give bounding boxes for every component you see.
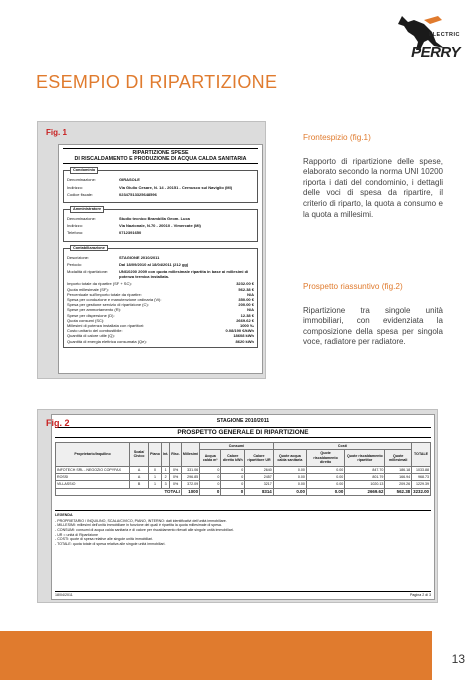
table-cell: 1 — [149, 481, 162, 488]
prospetto-ref: (fig.2) — [381, 282, 403, 291]
logo-tagline: ELECTRIC — [428, 32, 460, 38]
cost-value: 2669.62 € — [236, 317, 254, 323]
col-header: Millesimi — [181, 443, 199, 467]
table-cell: 1229.39 — [412, 481, 431, 488]
col-header: Int. — [161, 443, 169, 467]
legend-item: - PROPRIETARIO / INQUILINO, SCALA/CIVICO, PIANO, INTERNO: dati identificativi dell'unità immobiliare. — [55, 518, 227, 523]
field-value: 0712391650 — [119, 230, 142, 236]
table-cell: 2 — [161, 474, 169, 481]
table-cell: 0.00 — [306, 481, 344, 488]
field-value: Via Nazionale, N.70 - 20010 - Vimercate (MI) — [119, 223, 201, 229]
col-header: Quote acqua calda sanitaria — [273, 450, 306, 466]
totals-cell: 3232.00 — [413, 488, 429, 494]
allocation-table — [55, 442, 431, 496]
legend-title: LEGENDA — [55, 513, 73, 518]
field-value: Studio tecnico Brambilla Geom. Luca — [119, 216, 190, 222]
table-cell: B — [130, 481, 149, 488]
field-value: GIRASOLE — [119, 177, 140, 183]
col-header: Proprietario/Inquilino — [56, 443, 130, 467]
field-value: Via Giulio Cesare, N. 14 - 20151 - Cernusco sul Naviglio (MI) — [119, 184, 233, 190]
report-heading-line2: DI RISCALDAMENTO E PRODUZIONE DI ACQUA CALDA SANITARIA — [74, 156, 247, 163]
field-value: STAGIONE 2010/2011 — [119, 254, 160, 260]
cost-value: 1000 ‰ — [239, 323, 254, 329]
footer-page: Pagina 2 di 3 — [410, 593, 431, 597]
table-cell: 331.06 — [181, 466, 199, 473]
amministratore-section — [63, 209, 258, 242]
table-cell: 1 — [161, 466, 169, 473]
table-row — [56, 474, 431, 481]
table-cell: 0 — [200, 481, 221, 488]
table-cell: 0 — [221, 474, 245, 481]
cost-label: Spese per dispersione (D): — [67, 312, 115, 318]
totals-cell: 0.00 — [306, 488, 344, 495]
page-number: 13 — [451, 652, 465, 666]
frontespizio-heading — [303, 133, 443, 144]
cost-label: Quota millesimale (SF): — [67, 286, 109, 292]
totals-cell: 1000 — [181, 488, 199, 495]
table-cell: 847.70 — [345, 466, 385, 473]
sheet-footer — [55, 591, 431, 597]
totals-cell: 562.38 — [385, 488, 412, 495]
table-cell: 0 — [221, 466, 245, 473]
table-cell: VILLASSIO — [56, 481, 130, 488]
table-cell: 968.73 — [412, 474, 431, 481]
summary-sheet — [51, 414, 435, 600]
legend-item: - MILLESIMI: millesimi dell'unità immobiliare in funzione dei quali è ripartita la quota millesimale di spesa. — [55, 523, 222, 528]
col-header: Scala/ Civico — [130, 443, 149, 467]
prospetto-heading — [303, 282, 443, 293]
condominio-section-title: Condominio — [70, 167, 98, 174]
table-cell: 0 — [200, 466, 221, 473]
cost-value: 562.38 € — [238, 286, 254, 292]
logo-brand: PERRY — [411, 44, 460, 61]
cost-label: Importo totale da ripartire (SF + SC): — [67, 281, 132, 287]
field-label: Codice fiscale: — [67, 191, 94, 197]
col-header: Piano — [149, 443, 162, 467]
totals-cell: 0 — [221, 488, 245, 495]
cost-value: 3232.00 € — [236, 281, 254, 287]
cost-label: Spesa per gestione servizio di ripartizione (C): — [67, 302, 149, 308]
table-cell: 166.94 — [385, 474, 412, 481]
table-cell: 186.18 — [385, 466, 412, 473]
cost-rows — [67, 281, 254, 343]
cost-value: 8620 kWh — [235, 338, 254, 344]
table-row — [56, 466, 431, 473]
table-cell: 296.85 — [181, 474, 199, 481]
totals-cell: 0.00 — [273, 488, 306, 495]
contabilizzazione-section-title: Contabilizzazione — [70, 245, 108, 252]
cost-label: Spesa per conduzione e manutenzione ordinaria (Vi): — [67, 297, 162, 303]
cost-value: 18608 kWh — [233, 333, 254, 339]
frontespizio-heading-text: Frontespizio — [303, 133, 348, 142]
col-header: Quote millesimali — [385, 450, 412, 466]
field-value: Dal 18/09/2010 al 18/04/2011 (212 gg) — [119, 261, 189, 267]
table-cell: INFOTECH SRL - NEGOZIO COPYFAX — [56, 466, 130, 473]
col-group-header: Costi — [273, 443, 411, 450]
table-cell: 0.00 — [273, 466, 306, 473]
prospetto-description — [303, 282, 443, 348]
table-cell: 2457 — [245, 474, 274, 481]
table-cell: 1 — [149, 474, 162, 481]
table-cell: A — [130, 474, 149, 481]
table-cell: 2640 — [245, 466, 274, 473]
report-heading-line1: RIPARTIZIONE SPESE — [132, 150, 189, 156]
cost-value: 350.00 € — [238, 297, 254, 303]
totals-cell: 2669.62 — [345, 488, 385, 495]
table-cell: 0 — [149, 466, 162, 473]
table-cell: 3 — [161, 481, 169, 488]
table-cell: 0.00 — [273, 474, 306, 481]
cost-value: N/A — [247, 307, 254, 313]
cost-label: Spese per ammortamento (R): — [67, 307, 122, 313]
perry-logo — [388, 12, 460, 64]
table-cell: 3217 — [245, 481, 274, 488]
legend-item: - CONSUMI: consumi di acqua calda sanitaria e di calore per riscaldamento rilevati alle singole unità immobiliari. — [55, 528, 234, 533]
totals-cell: 8314 — [245, 488, 274, 495]
contabilizzazione-section — [63, 245, 258, 348]
field-label: Telefono: — [67, 230, 84, 236]
cost-label: Quantità di energia elettrica consumata (Qe): — [67, 338, 147, 344]
cost-label: Quota consumi (SC): — [67, 317, 105, 323]
col-group-header: Consumi — [200, 443, 274, 450]
field-value: UNI10200 2009 con quota millesimale ripartita in base ai millesimi di potenza termica installata. — [119, 269, 249, 280]
cost-value: 12.38 € — [240, 312, 254, 318]
table-cell: A — [130, 466, 149, 473]
field-label: Indirizzo: — [67, 223, 84, 229]
amministratore-section-title: Amministratore — [70, 206, 104, 213]
legend-item: - UR = unità di Ripartizione — [55, 532, 99, 537]
table-cell: 1033.88 — [412, 466, 431, 473]
field-value: 02347513325648596 — [119, 191, 157, 197]
field-label: Indirizzo: — [67, 184, 84, 190]
table-cell: 0% — [170, 481, 182, 488]
frontespizio-ref: (fig.1) — [349, 133, 371, 142]
allocation-body — [56, 466, 431, 496]
col-header: Risc. — [170, 443, 182, 467]
table-row — [56, 481, 431, 488]
table-cell: 1020.13 — [345, 481, 385, 488]
col-header: Quote riscaldamento ripartitor — [345, 450, 385, 466]
table-cell: 0% — [170, 466, 182, 473]
condominio-section — [63, 170, 258, 203]
frontespizio-text: Rapporto di ripartizione delle spese, elaborato secondo la norma UNI 10200 riporta i dati del condominio, i dettagli delle voci di spesa da ripartire, il criterio di riparto, la quota a consumo e la quota a millesimi. — [303, 156, 443, 219]
field-label: Denominazione: — [67, 216, 96, 222]
report-heading — [63, 148, 258, 164]
table-cell: 0% — [170, 474, 182, 481]
report-cover-sheet — [58, 144, 263, 374]
table-cell: 0 — [200, 474, 221, 481]
cost-label: Quantità di calore utile (Q): — [67, 333, 115, 339]
table-cell: 0.00 — [306, 466, 344, 473]
footer-date: 18/04/2011 — [55, 593, 73, 597]
season-title: STAGIONE 2010/2011 — [216, 418, 270, 424]
table-cell: 0 — [221, 481, 245, 488]
cost-value: 200.00 € — [238, 302, 254, 308]
prospetto-heading-text: Prospetto riassuntivo — [303, 282, 380, 291]
figure-1-label: Fig. 1 — [46, 128, 67, 137]
cost-row — [67, 339, 254, 344]
figure-2-label: Fig. 2 — [46, 418, 70, 428]
field-label: Modalità di ripartizione: — [67, 269, 109, 275]
col-header: Calore ripartitore UR — [245, 450, 274, 466]
totals-cell: 0 — [200, 488, 221, 495]
cost-value: N/A — [247, 291, 254, 297]
field-label: Periodo: — [67, 261, 82, 267]
table-cell: 0.00 — [273, 481, 306, 488]
cost-label: Percentuale sull'importo totale da ripartire: — [67, 291, 142, 297]
col-header: Acqua calda m³ — [200, 450, 221, 466]
col-header: TOTALE — [412, 443, 431, 467]
table-cell: 209.26 — [385, 481, 412, 488]
figure-2 — [37, 409, 438, 603]
cost-value: 0.08/190 €/kWh — [225, 328, 254, 334]
figure-1 — [37, 121, 266, 379]
table-cell: 801.79 — [345, 474, 385, 481]
frontespizio-description — [303, 133, 443, 220]
field-label: Descrizione: — [67, 254, 90, 260]
table-cell: ROSSI — [56, 474, 130, 481]
totals-row — [56, 488, 431, 495]
table-cell: 372.09 — [181, 481, 199, 488]
col-header: Calore diretto kWh — [221, 450, 245, 466]
legend-items — [55, 519, 431, 547]
prospetto-text: Ripartizione tra singole unità immobiliari, con evidenziata la composizione della spesa per singola voce, radiatore per radiatore. — [303, 305, 443, 347]
table-cell: 0.00 — [306, 474, 344, 481]
legend — [55, 510, 431, 546]
totals-label: TOTALI — [56, 488, 182, 495]
cost-label: Costo unitario del combustibile: — [67, 328, 123, 334]
legend-item: - TOTALE: quota totale di spesa relativa alle singole unità immobiliari. — [55, 541, 166, 546]
summary-title: PROSPETTO GENERALE DI RIPARTIZIONE — [55, 427, 431, 438]
field-label: Denominazione: — [67, 177, 96, 183]
footer-bar — [0, 631, 432, 680]
legend-item: - COSTI: quote di spesa relative alle singole unità immobiliari. — [55, 537, 154, 542]
cost-label: Millesimi di potenza installata con ripartitori: — [67, 323, 145, 329]
page-title: ESEMPIO DI RIPARTIZIONE — [36, 72, 278, 92]
col-header: Quote riscaldamento diretto — [306, 450, 344, 466]
